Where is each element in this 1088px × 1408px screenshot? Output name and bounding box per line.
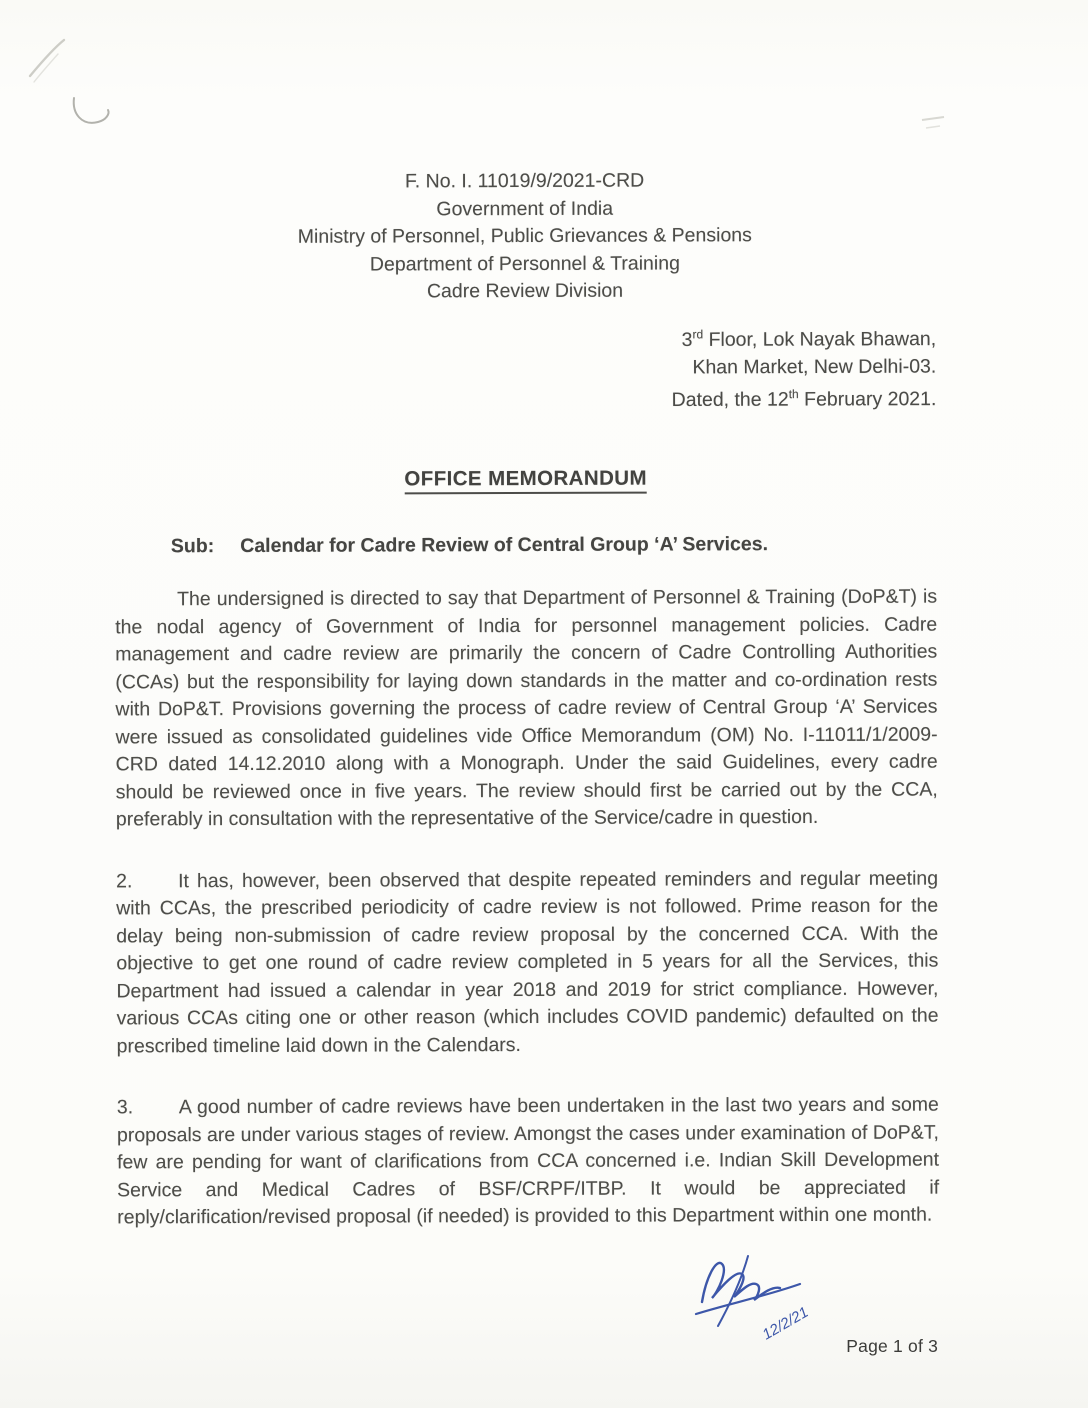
signature-underline (696, 1284, 800, 1314)
org-line-ministry: Ministry of Personnel, Public Grievances & Pensions (297, 224, 752, 248)
date-prefix: Dated, the 12 (671, 388, 789, 411)
paragraph-2 (116, 865, 939, 1060)
file-number: F. No. I. 11019/9/2021-CRD (405, 169, 645, 193)
ordinal-suffix: rd (692, 326, 704, 341)
paragraph-number: 2. (116, 869, 133, 892)
address-line-floor (114, 320, 936, 356)
org-line-government: Government of India (436, 197, 614, 220)
page-number: Page 1 of 3 (846, 1336, 938, 1356)
org-line-division: Cadre Review Division (426, 279, 624, 303)
address-line-city: Khan Market, New Delhi-03. (692, 355, 937, 378)
signature-flourish (702, 1263, 780, 1302)
paragraph-number: 3. (116, 1096, 134, 1119)
address-floor-rest: Floor, Lok Nayak Bhawan, (703, 327, 937, 351)
paragraph-text: A good number of cadre reviews have been undertaken in the last two years and some proposals are under various stages of review. Amongst the cases under examination of DoP&T, few are pending for want of clarifications from CCA concerned i.e. Indian Skill Development Service and Medical Cadres of BSF/CRPF/ITBP. It would be appreciated if reply/clarification/revised proposal (if needed) is provided to this Department within one month. (116, 1093, 940, 1229)
subject-label: Sub: (170, 535, 215, 558)
paragraph-text: The undersigned is directed to say that Department of Personnel & Training (DoP&T) is the nodal agency of Government of India for personnel management policies. Cadre management and cadre review are primarily the concern of Cadre Controlling Authorities (CCAs) but the responsibility for laying down standards in the matter and co-ordination rests with DoP&T. Provisions governing the process of cadre review of Central Group ‘A’ Services were issued as consolidated guidelines vide Office Memorandum (OM) No. I-11011/1/2009-CRD dated 14.12.2010 along with a Monograph. Under the said Guidelines, every cadre should be reviewed once in five years. The review should first be carried out by the CCA, preferably in consultation with the representative of the Service/cadre in question. (115, 585, 938, 831)
ordinal-suffix: th (788, 387, 799, 402)
memo-title-text: OFFICE MEMORANDUM (404, 467, 647, 495)
handwritten-signature (688, 1244, 868, 1374)
date-rest: February 2021. (798, 388, 937, 411)
letterhead (114, 167, 936, 307)
address-block (114, 320, 936, 416)
paragraph-3 (117, 1092, 939, 1232)
subject-line (115, 531, 937, 561)
signature-date: 12/2/21 (759, 1303, 812, 1344)
memo-content (113, 0, 939, 1232)
paragraph-1 (115, 584, 938, 834)
address-floor-number: 3 (681, 328, 693, 351)
memo-title (115, 464, 937, 494)
subject-text: Calendar for Cadre Review of Central Group ‘A’ Services. (240, 533, 769, 557)
date-line (114, 381, 936, 417)
signature-scribble (688, 1244, 868, 1374)
paragraph-text: It has, however, been observed that despite repeated reminders and regular meeting with CCAs, the prescribed periodicity of cadre review is not followed. Prime reason for the delay being non-submission of cadre review proposal by the concerned CCA. With the objective to get one round of cadre review completed in 5 years for all the Services, this Department had issued a calendar in year 2018 and 2019 for strict compliance. However, various CCAs citing one or other reason (which includes COVID pandemic) defaulted on the prescribed timeline laid down in the Calendars. (116, 867, 939, 1057)
org-line-department: Department of Personnel & Training (369, 251, 680, 276)
